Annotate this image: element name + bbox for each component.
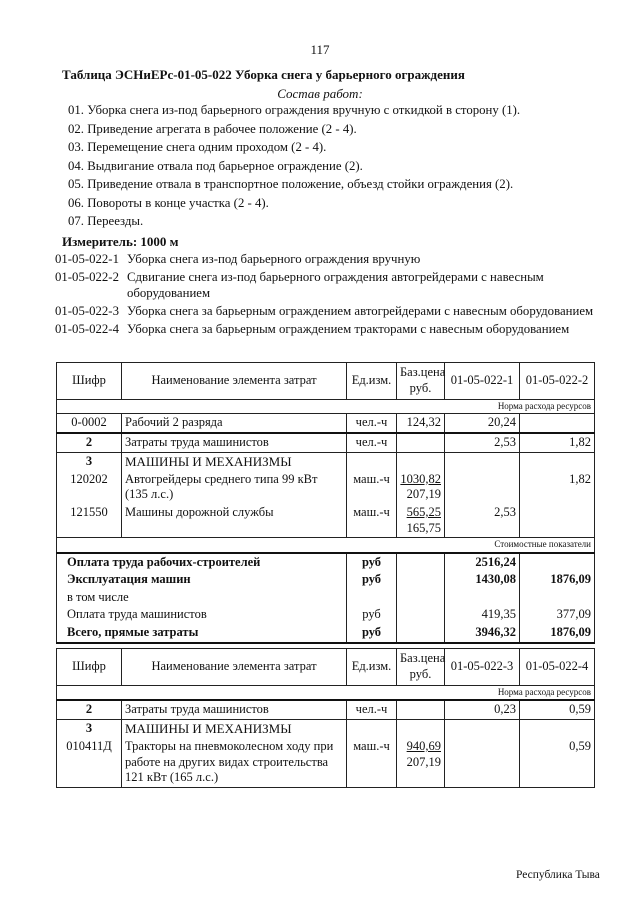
cell-name: Рабочий 2 разряда (122, 414, 347, 433)
summary-value-1: 2516,24 (445, 553, 520, 572)
cell-code: 2 (57, 700, 122, 719)
summary-row (57, 571, 595, 589)
cell-value-2: 1,82 (520, 471, 595, 504)
header-col2: 01-05-022-2 (520, 363, 595, 400)
section-row (57, 719, 595, 738)
cell-value-2 (520, 504, 595, 538)
cell-code: 2 (57, 433, 122, 452)
summary-value-2: 1876,09 (520, 624, 595, 643)
summary-name: в том числе (57, 589, 347, 607)
cell-price (397, 738, 445, 787)
footer-region: Республика Тыва (516, 869, 600, 881)
summary-row (57, 606, 595, 624)
header-col1: 01-05-022-3 (445, 649, 520, 686)
price-wage: 207,19 (406, 754, 441, 769)
summary-name: Оплата труда рабочих-строителей (57, 553, 347, 572)
table-row (57, 738, 595, 787)
cell-price: 124,32 (397, 414, 445, 433)
variant-item (55, 270, 595, 302)
section-row (57, 452, 595, 471)
header-col1: 01-05-022-1 (445, 363, 520, 400)
header-code: Шифр (57, 649, 122, 686)
cell-code: 010411Д (57, 738, 122, 787)
header-name: Наименование элемента затрат (122, 649, 347, 686)
cost-label-row (57, 538, 595, 553)
work-item: 05. Приведение отвала в транспортное положение, объезд стойки ограждения (2). (68, 177, 514, 191)
table-row (57, 471, 595, 504)
cell-name: Затраты труда машинистов (122, 700, 347, 719)
summary-name: Всего, прямые затраты (57, 624, 347, 643)
variant-code: 01-05-022-4 (55, 321, 119, 336)
variant-code: 01-05-022-2 (55, 269, 119, 284)
price-total: 1030,82 (400, 471, 441, 486)
variant-item (55, 304, 595, 320)
price-total: 565,25 (406, 505, 441, 519)
summary-value-2 (520, 553, 595, 572)
variant-desc: Уборка снега за барьерным ограждением тракторами с навесным оборудованием (127, 321, 570, 336)
variant-desc: Сдвигание снега из-под барьерного ограждения автогрейдерами с навесным оборудованием (127, 269, 544, 300)
summary-row (57, 553, 595, 572)
work-item: 04. Выдвигание отвала под барьерное ограждение (2). (68, 158, 363, 173)
cell-code: 3 (57, 452, 122, 471)
work-item: 06. Повороты в конце участка (2 - 4). (68, 195, 269, 210)
header-unit: Ед.изм. (347, 649, 397, 686)
variant-desc: Уборка снега за барьерным ограждением автогрейдерами с навесным оборудованием (127, 303, 594, 318)
works-list (68, 103, 520, 233)
meter-label: Измеритель: 1000 м (62, 234, 179, 249)
cell-value-1: 2,53 (445, 433, 520, 452)
summary-row (57, 624, 595, 643)
work-item: 02. Приведение агрегата в рабочее положение (2 - 4). (68, 121, 357, 136)
summary-value-2: 1876,09 (520, 571, 595, 589)
cell-value-1 (445, 738, 520, 787)
norm-label: Норма расхода ресурсов (445, 400, 595, 414)
cell-unit: маш.-ч (347, 504, 397, 538)
summary-name: Оплата труда машинистов (57, 606, 347, 624)
variant-item (55, 252, 595, 268)
table-row (57, 504, 595, 538)
cell-code: 121550 (57, 504, 122, 538)
cell-value-1 (445, 471, 520, 504)
table-header-row (57, 363, 595, 400)
table-title: Таблица ЭСНиЕРс-01-05-022 Уборка снега у барьерного ограждения (62, 67, 465, 82)
summary-value-1: 419,35 (445, 606, 520, 624)
header-name: Наименование элемента затрат (122, 363, 347, 400)
price-total: 940,69 (406, 739, 441, 754)
cell-code: 3 (57, 719, 122, 738)
price-wage: 207,19 (406, 487, 441, 502)
composition-heading: Состав работ: (277, 86, 363, 101)
cell-code: 0-0002 (57, 414, 122, 433)
work-item: 03. Перемещение снега одним проходом (2 - 4). (68, 140, 327, 154)
variant-code: 01-05-022-1 (55, 252, 119, 266)
cell-value-2 (520, 414, 595, 433)
cell-code: 120202 (57, 471, 122, 504)
work-item: 07. Переезды. (68, 214, 144, 228)
variant-code: 01-05-022-3 (55, 303, 119, 318)
page-number: 117 (310, 42, 330, 57)
summary-unit: руб (347, 624, 397, 643)
norm-label-row (57, 400, 595, 414)
cell-name: Машины дорожной службы (122, 504, 347, 538)
cell-unit: маш.-ч (347, 738, 397, 787)
summary-unit: руб (347, 606, 397, 624)
cell-price (397, 504, 445, 538)
cell-name: Автогрейдеры среднего типа 99 кВт (135 л.с.) (122, 471, 347, 504)
cell-value-2: 0,59 (520, 700, 595, 719)
summary-value-2: 377,09 (520, 606, 595, 624)
cell-unit: чел.-ч (347, 414, 397, 433)
cell-value-1: 20,24 (445, 414, 520, 433)
resource-table-2 (56, 648, 595, 788)
cell-unit: маш.-ч (347, 471, 397, 504)
resource-table-1 (56, 362, 595, 644)
norm-label: Норма расхода ресурсов (445, 686, 595, 701)
header-price: Баз.цена руб. (397, 363, 445, 400)
header-code: Шифр (57, 363, 122, 400)
table-row (57, 700, 595, 719)
table-header-row (57, 649, 595, 686)
work-item: 01. Уборка снега из-под барьерного ограждения вручную с откидкой в сторону (1). (68, 103, 521, 117)
cell-unit: чел.-ч (347, 433, 397, 452)
cost-label: Стоимостные показатели (445, 538, 595, 553)
header-price: Баз.цена руб. (397, 649, 445, 686)
cell-unit: чел.-ч (347, 700, 397, 719)
variants-list (55, 252, 595, 340)
table-row (57, 414, 595, 433)
summary-unit: руб (347, 553, 397, 572)
price-wage: 165,75 (406, 520, 441, 535)
cell-value-2: 1,82 (520, 433, 595, 452)
header-unit: Ед.изм. (347, 363, 397, 400)
summary-name: Эксплуатация машин (57, 571, 347, 589)
summary-unit: руб (347, 571, 397, 589)
summary-value-1: 3946,32 (445, 624, 520, 643)
cell-value-1: 0,23 (445, 700, 520, 719)
cell-value-1: 2,53 (445, 504, 520, 538)
header-col2: 01-05-022-4 (520, 649, 595, 686)
variant-desc: Уборка снега из-под барьерного ограждения вручную (127, 252, 421, 266)
table-row (57, 433, 595, 452)
variant-item (55, 322, 595, 338)
summary-value-1: 1430,08 (445, 571, 520, 589)
section-title: МАШИНЫ И МЕХАНИЗМЫ (122, 719, 347, 738)
cell-name: Затраты труда машинистов (122, 433, 347, 452)
cell-value-2: 0,59 (520, 738, 595, 787)
cell-name: Тракторы на пневмоколесном ходу при работе на других видах строительства 121 кВт (165 л.с.) (122, 738, 347, 787)
cell-price (397, 471, 445, 504)
summary-row (57, 589, 595, 607)
section-title: МАШИНЫ И МЕХАНИЗМЫ (122, 452, 347, 471)
norm-label-row (57, 686, 595, 701)
